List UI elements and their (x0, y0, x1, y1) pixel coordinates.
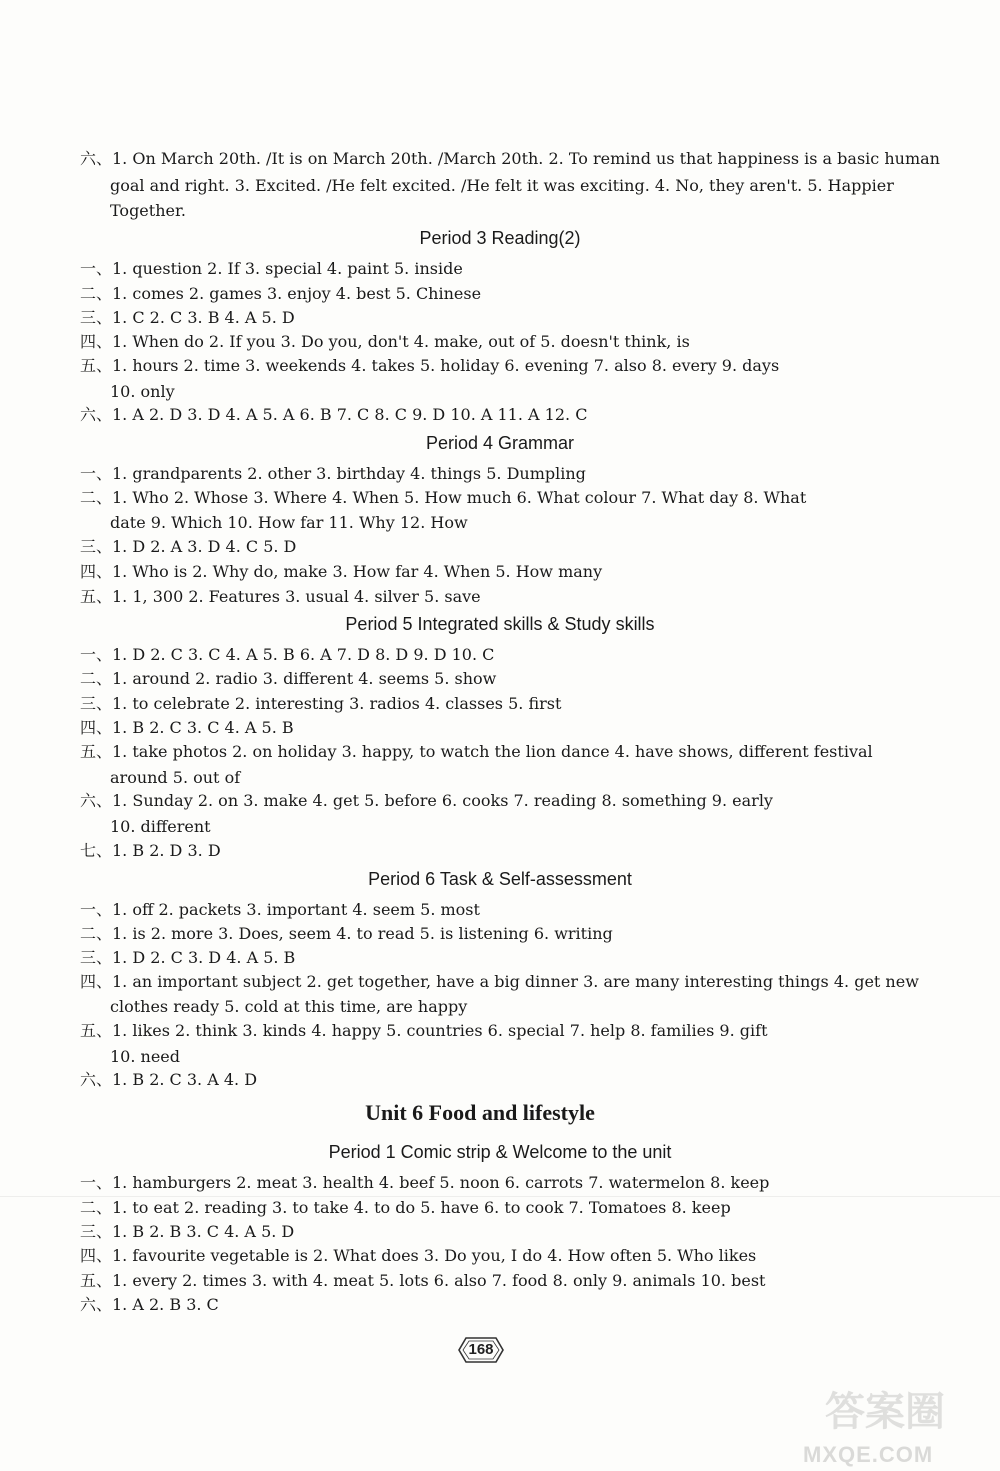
answer-line: 10. different (110, 817, 211, 836)
answer-line: 二、1. comes 2. games 3. enjoy 4. best 5. Chinese (80, 284, 482, 303)
answer-line: 五、1. likes 2. think 3. kinds 4. happy 5. countries 6. special 7. help 8. families 9. gift (80, 1021, 768, 1040)
answer-line: 五、1. hours 2. time 3. weekends 4. takes 5. holiday 6. evening 7. also 8. every 9. days (80, 356, 780, 375)
answer-line: clothes ready 5. cold at this time, are happy (110, 997, 468, 1016)
answer-line: 六、1. On March 20th. /It is on March 20th. /March 20th. 2. To remind us that happiness is a basic human (80, 149, 940, 168)
answer-line: 三、1. D 2. C 3. D 4. A 5. B (80, 948, 296, 967)
answer-line: 四、1. Who is 2. Why do, make 3. How far 4. When 5. How many (80, 562, 603, 581)
answer-line: 三、1. D 2. A 3. D 4. C 5. D (80, 537, 297, 556)
answer-line: 一、1. hamburgers 2. meat 3. health 4. beef 5. noon 6. carrots 7. watermelon 8. keep (80, 1173, 770, 1192)
section-heading: Period 3 Reading(2) (419, 228, 581, 248)
answer-line: 三、1. C 2. C 3. B 4. A 5. D (80, 308, 295, 327)
answer-line: 六、1. A 2. D 3. D 4. A 5. A 6. B 7. C 8. C 9. D 10. A 11. A 12. C (80, 405, 588, 424)
answer-line: 一、1. off 2. packets 3. important 4. seem 5. most (80, 900, 480, 919)
answer-line: 四、1. B 2. C 3. C 4. A 5. B (80, 718, 294, 737)
answer-line: 二、1. to eat 2. reading 3. to take 4. to do 5. have 6. to cook 7. Tomatoes 8. keep (80, 1198, 731, 1217)
section-heading: Period 4 Grammar (425, 433, 575, 453)
watermark-site: MXQE.COM (803, 1442, 934, 1467)
watermark (795, 1370, 995, 1470)
answer-line: Together. (110, 201, 186, 220)
answer-line: 五、1. 1, 300 2. Features 3. usual 4. silver 5. save (80, 587, 481, 606)
page-number: 168 (468, 1341, 494, 1358)
answer-line: date 9. Which 10. How far 11. Why 12. How (110, 513, 468, 532)
answer-line: 七、1. B 2. D 3. D (80, 841, 221, 860)
scan-artifact-line (0, 1196, 1000, 1197)
section-heading: Period 1 Comic strip & Welcome to the unit (328, 1142, 672, 1162)
answer-line: 三、1. to celebrate 2. interesting 3. radios 4. classes 5. first (80, 694, 562, 713)
answer-line: 六、1. Sunday 2. on 3. make 4. get 5. before 6. cooks 7. reading 8. something 9. early (80, 791, 773, 810)
answer-line: goal and right. 3. Excited. /He felt excited. /He felt it was exciting. 4. No, they aren't. 5. Happier (110, 176, 894, 195)
answer-line: 六、1. B 2. C 3. A 4. D (80, 1070, 258, 1089)
answer-line: 二、1. around 2. radio 3. different 4. seems 5. show (80, 669, 497, 688)
answer-line: 三、1. B 2. B 3. C 4. A 5. D (80, 1222, 295, 1241)
answer-line: 六、1. A 2. B 3. C (80, 1295, 219, 1314)
page-number-badge (458, 1336, 504, 1364)
answer-line: 一、1. question 2. If 3. special 4. paint 5. inside (80, 259, 463, 278)
answer-line: around 5. out of (110, 768, 241, 787)
answer-line: 四、1. When do 2. If you 3. Do you, don't 4. make, out of 5. doesn't think, is (80, 332, 690, 351)
answer-line: 二、1. is 2. more 3. Does, seem 4. to read 5. is listening 6. writing (80, 924, 613, 943)
unit-title: Unit 6 Food and lifestyle (365, 1100, 595, 1125)
answer-line: 一、1. grandparents 2. other 3. birthday 4. things 5. Dumpling (80, 464, 586, 483)
section-heading: Period 5 Integrated skills & Study skills (345, 614, 655, 634)
answer-line: 四、1. an important subject 2. get together, have a big dinner 3. are many interesting things 4. get new (80, 972, 919, 991)
answer-line: 10. only (110, 382, 175, 401)
answer-line: 五、1. every 2. times 3. with 4. meat 5. lots 6. also 7. food 8. only 9. animals 10. best (80, 1271, 766, 1290)
answer-line: 一、1. D 2. C 3. C 4. A 5. B 6. A 7. D 8. D 9. D 10. C (80, 645, 495, 664)
answer-line: 10. need (110, 1047, 181, 1066)
section-heading: Period 6 Task & Self-assessment (368, 869, 632, 889)
answer-line: 五、1. take photos 2. on holiday 3. happy, to watch the lion dance 4. have shows, different festival (80, 742, 873, 761)
watermark-logo: 答案圈 (825, 1389, 945, 1435)
answer-line: 四、1. favourite vegetable is 2. What does 3. Do you, I do 4. How often 5. Who likes (80, 1246, 757, 1265)
answer-line: 二、1. Who 2. Whose 3. Where 4. When 5. How much 6. What colour 7. What day 8. What (80, 488, 807, 507)
